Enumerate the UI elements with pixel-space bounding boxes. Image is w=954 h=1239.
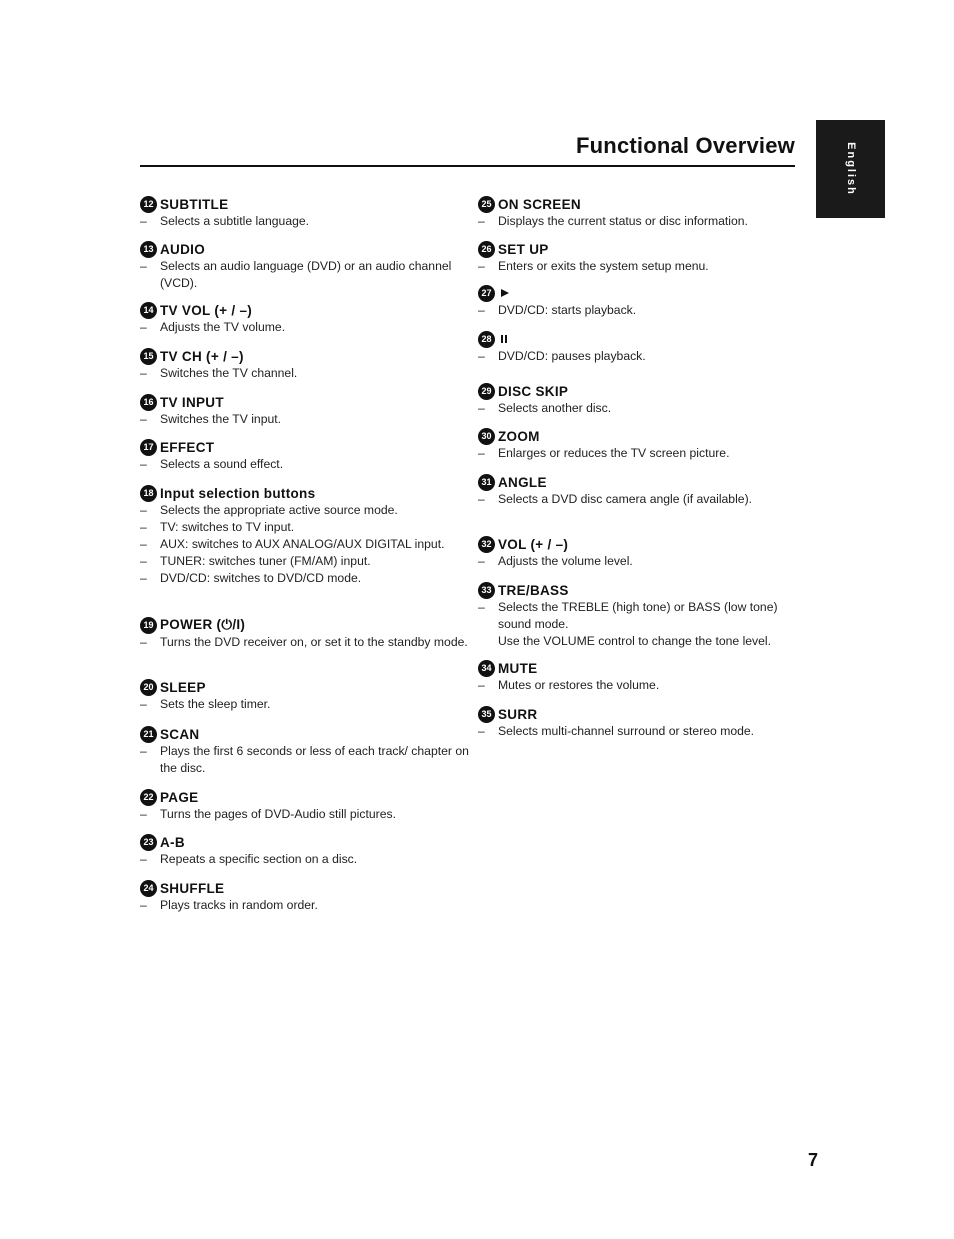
function-entry [140, 484, 470, 587]
callout-number-badge: 21 [140, 726, 157, 743]
entry-heading [140, 393, 470, 411]
entry-label: SURR [498, 706, 538, 722]
title-rule [140, 165, 795, 167]
entry-label: TV INPUT [160, 394, 224, 410]
function-entry [140, 195, 470, 230]
callout-number-badge: 33 [478, 582, 495, 599]
entry-description: – Selects multi-channel surround or stereo mode. [478, 723, 803, 740]
entry-description: – Selects a subtitle language. [140, 213, 470, 230]
callout-number-badge: 29 [478, 383, 495, 400]
callout-number-badge: 34 [478, 660, 495, 677]
entry-label: ZOOM [498, 428, 540, 444]
entry-label: MUTE [498, 660, 538, 676]
entry-description: – Switches the TV channel. [140, 365, 470, 382]
entry-heading [140, 438, 470, 456]
function-entry [478, 284, 803, 319]
entry-description: – Selects another disc. [478, 400, 803, 417]
entry-label: A-B [160, 834, 185, 850]
entry-heading [140, 678, 470, 696]
callout-number-badge: 28 [478, 331, 495, 348]
entry-heading [478, 284, 803, 302]
entry-label: TV CH (+ / –) [160, 348, 244, 364]
callout-number-badge: 22 [140, 789, 157, 806]
entry-heading [478, 581, 803, 599]
entry-heading [478, 535, 803, 553]
callout-number-badge: 15 [140, 348, 157, 365]
entry-heading [140, 725, 470, 743]
entry-heading [478, 659, 803, 677]
entry-heading [140, 195, 470, 213]
entry-description: – Plays tracks in random order. [140, 897, 470, 914]
callout-number-badge: 24 [140, 880, 157, 897]
entry-label: POWER (⏻/I) [160, 617, 246, 632]
entry-heading [140, 879, 470, 897]
entry-label: PAGE [160, 789, 199, 805]
callout-number-badge: 32 [478, 536, 495, 553]
entry-description: – Selects a sound effect. [140, 456, 470, 473]
entry-heading [478, 240, 803, 258]
function-entry [478, 473, 803, 508]
function-entry [478, 195, 803, 230]
entry-label: SUBTITLE [160, 196, 229, 212]
entry-label: Input selection buttons [160, 485, 316, 501]
function-entry [140, 347, 470, 382]
entry-description: – Repeats a specific section on a disc. [140, 851, 470, 868]
entry-heading [478, 427, 803, 445]
entry-description: – AUX: switches to AUX ANALOG/AUX DIGITAL input. [140, 536, 470, 553]
callout-number-badge: 25 [478, 196, 495, 213]
language-tab [816, 120, 885, 218]
entry-description: – Enlarges or reduces the TV screen picture. [478, 445, 803, 462]
entry-description: – Displays the current status or disc information. [478, 213, 803, 230]
callout-number-badge: 27 [478, 285, 495, 302]
entry-label: SET UP [498, 241, 549, 257]
entry-label: EFFECT [160, 439, 215, 455]
function-entry [478, 581, 803, 650]
entry-description: – DVD/CD: starts playback. [478, 302, 803, 319]
function-entry [140, 616, 470, 651]
callout-number-badge: 26 [478, 241, 495, 258]
entry-heading [478, 705, 803, 723]
entry-description: – Enters or exits the system setup menu. [478, 258, 803, 275]
entry-heading [140, 301, 470, 319]
entry-description: – Sets the sleep timer. [140, 696, 470, 713]
callout-number-badge: 18 [140, 485, 157, 502]
entry-description: – DVD/CD: switches to DVD/CD mode. [140, 570, 470, 587]
page-title: Functional Overview [576, 133, 795, 158]
entry-heading [140, 240, 470, 258]
entry-label: AUDIO [160, 241, 205, 257]
function-entry [478, 427, 803, 462]
entry-description: – Switches the TV input. [140, 411, 470, 428]
callout-number-badge: 14 [140, 302, 157, 319]
entry-description: – Adjusts the TV volume. [140, 319, 470, 336]
function-entry [478, 535, 803, 570]
callout-number-badge: 17 [140, 439, 157, 456]
function-entry [140, 725, 470, 777]
function-entry [140, 879, 470, 914]
entry-description-continued: Use the VOLUME control to change the tone level. [498, 634, 772, 648]
callout-number-badge: 16 [140, 394, 157, 411]
entry-heading [140, 788, 470, 806]
entry-description: – Plays the first 6 seconds or less of each track/ chapter on the disc. [140, 743, 470, 777]
entry-label: VOL (+ / –) [498, 536, 569, 552]
language-tab-label: English [844, 142, 857, 196]
function-entry [478, 659, 803, 694]
entry-label: DISC SKIP [498, 383, 569, 399]
entry-label: SHUFFLE [160, 880, 225, 896]
function-entry [478, 382, 803, 417]
callout-number-badge: 19 [140, 617, 157, 634]
entry-heading [478, 382, 803, 400]
entry-description: – Turns the pages of DVD-Audio still pictures. [140, 806, 470, 823]
entry-heading [140, 833, 470, 851]
play-icon [501, 289, 509, 297]
entry-description: – Mutes or restores the volume. [478, 677, 803, 694]
entry-label: SLEEP [160, 679, 206, 695]
function-entry [140, 788, 470, 823]
entry-description: – Adjusts the volume level. [478, 553, 803, 570]
callout-number-badge: 35 [478, 706, 495, 723]
entry-label: TRE/BASS [498, 582, 569, 598]
entry-heading [140, 616, 470, 634]
callout-number-badge: 12 [140, 196, 157, 213]
function-entry [140, 240, 470, 292]
entry-heading [140, 347, 470, 365]
entry-label: TV VOL (+ / –) [160, 302, 253, 318]
entry-description: – DVD/CD: pauses playback. [478, 348, 803, 365]
callout-number-badge: 13 [140, 241, 157, 258]
entry-label: SCAN [160, 726, 200, 742]
entry-description: – Selects the TREBLE (high tone) or BASS (low tone) sound mode. [478, 599, 803, 633]
entry-description: – Turns the DVD receiver on, or set it to the standby mode. [140, 634, 470, 651]
entry-label: ANGLE [498, 474, 547, 490]
function-entry [140, 301, 470, 336]
function-entry [140, 393, 470, 428]
entry-description: – Selects the appropriate active source mode. [140, 502, 470, 519]
callout-number-badge: 31 [478, 474, 495, 491]
entry-description: – TV: switches to TV input. [140, 519, 470, 536]
function-entry [478, 705, 803, 740]
function-entry [478, 240, 803, 275]
entry-heading [140, 484, 470, 502]
function-entry [478, 330, 803, 365]
function-entry [140, 438, 470, 473]
page-number: 7 [808, 1150, 819, 1170]
callout-number-badge: 30 [478, 428, 495, 445]
function-entry [140, 833, 470, 868]
function-entry [140, 678, 470, 713]
entry-description: – Selects a DVD disc camera angle (if available). [478, 491, 803, 508]
entry-label: ON SCREEN [498, 196, 581, 212]
pause-icon [501, 335, 507, 343]
callout-number-badge: 20 [140, 679, 157, 696]
callout-number-badge: 23 [140, 834, 157, 851]
entry-description: – Selects an audio language (DVD) or an audio channel (VCD). [140, 258, 470, 292]
entry-heading [478, 330, 803, 348]
entry-heading [478, 473, 803, 491]
entry-heading [478, 195, 803, 213]
entry-description: – TUNER: switches tuner (FM/AM) input. [140, 553, 470, 570]
